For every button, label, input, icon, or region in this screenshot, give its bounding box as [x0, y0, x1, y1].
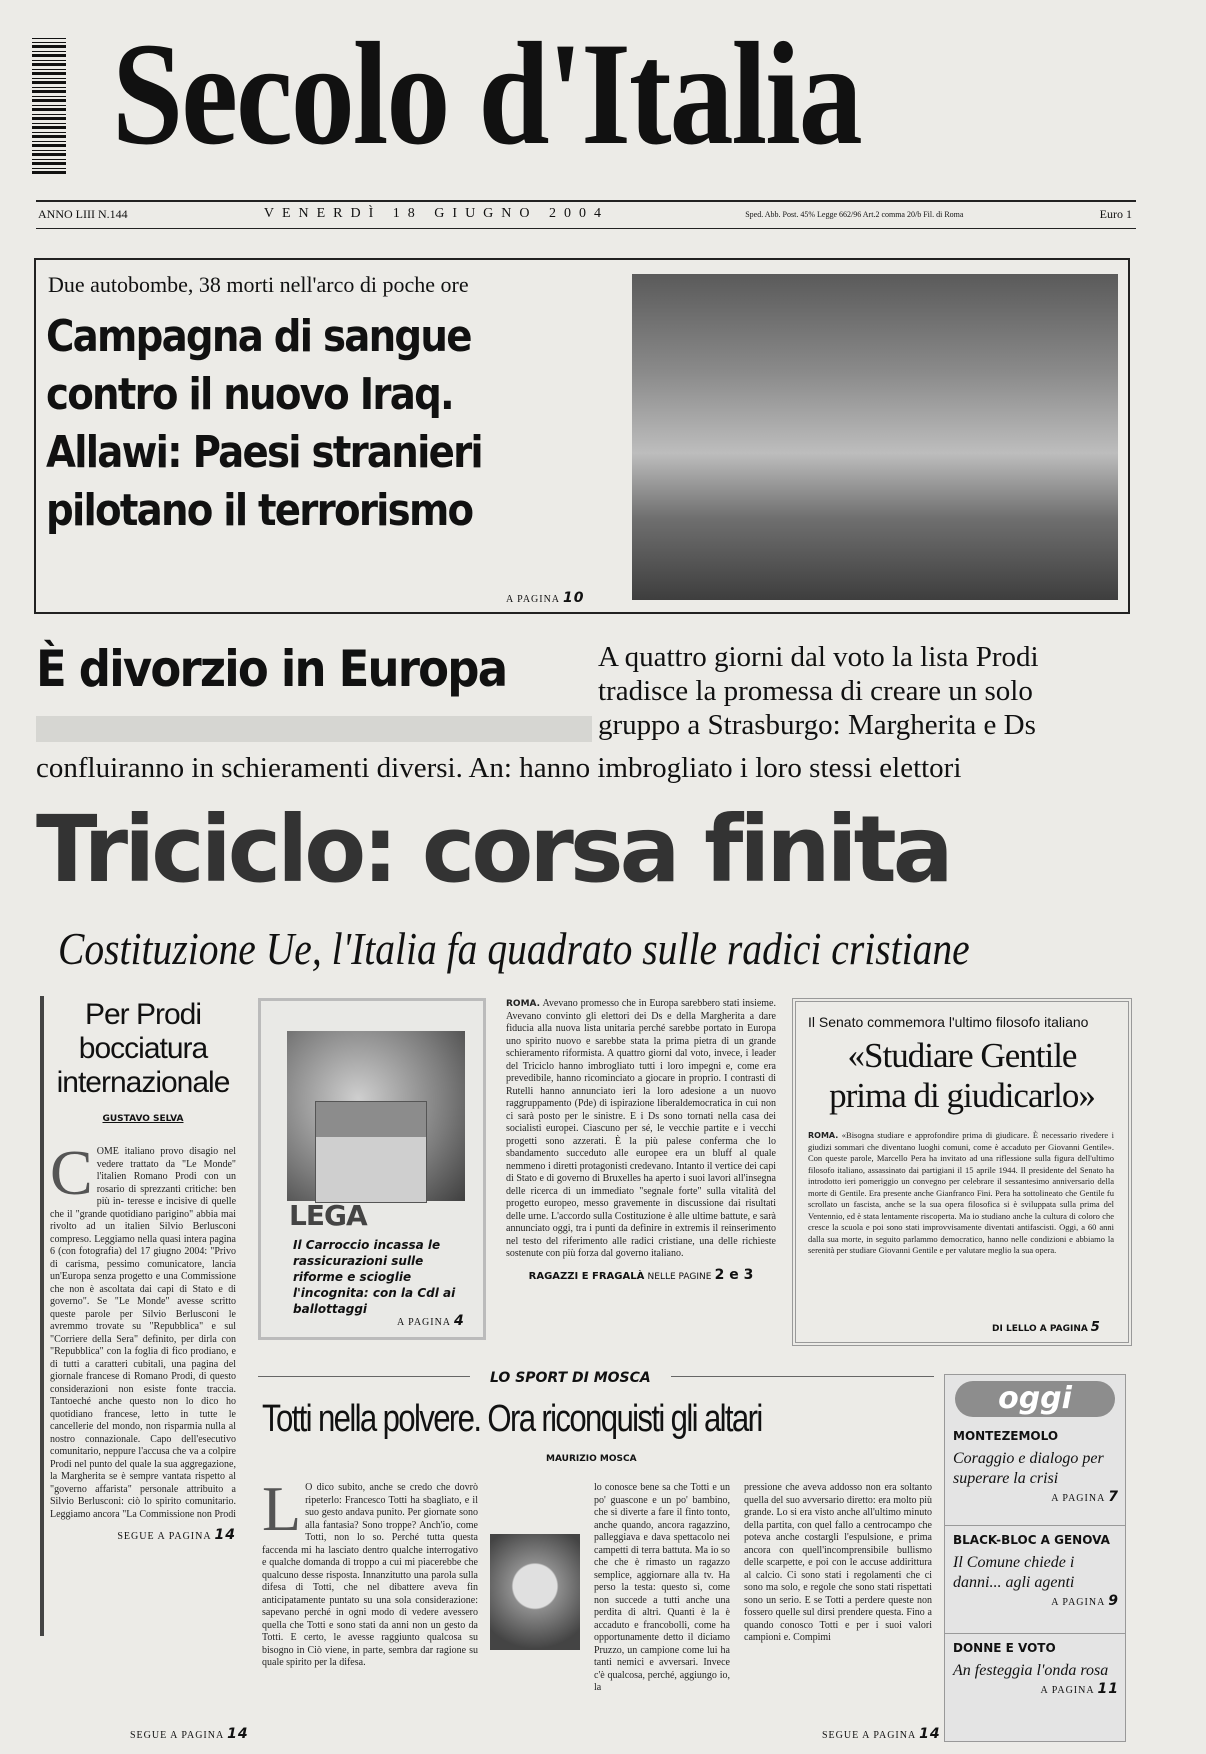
lead-page-ref: A PAGINA 10: [506, 590, 585, 606]
triciclo-headline: Triciclo: corsa finita: [36, 796, 950, 903]
lega-title: LEGA: [289, 1199, 367, 1232]
roma-article: ROMA. Avevano promesso che in Europa sarebbero stati insieme. Avevano convinto gli elettori dei Ds e della Margherita a dare fiducia alla nuova lista unitaria perché sarebbe portato in Europa uno spirito nuovo e sarebbe stata la prima pietra di un grande schieramento riformista. A quattro giorni dal voto, invece, i leader del Triciclo hanno imbrogliato tutti i loro impegni e, come era prevedibile, hanno ricominciato a giocare in proprio. I contrasti di Rutelli hanno annunciato ieri la loro adesione a un nuovo raggruppamento (Pde) di ispirazione liberaldemocratica in cui non ci sarà posto per le sinistre. E i Ds sono tornati nella casa dei socialisti europei. Ciascuno per sé, le vecchie partite e i vecchi progetti sono azzerati. È la più palese conferma che lo sbandamento succeduto alle europee era un bluff al quale nemmeno i diretti protagonisti credevano. Intanto il vertice dei capi di Stato e di governo di Bruxelles ha aperto i suoi lavori all'insegna delle ricerca di un immediato "segnale forte" sulla vitalità del progetto europeo, messo gravemente in discussione dai risultati delle urne. L'accordo sulla Costituzione è alle ultime battute, e sarà annunciato oggi, tra i punti da definire in extremis il reinserimento nel testo del riferimento alle radici cristiane, una delle richieste sostenute con più forza dal governo italiano. RAGAZZI E FRAGALÀ NELLE PAGINE 2 e 3: [506, 998, 776, 1283]
lega-box: [258, 998, 486, 1340]
prodi-dropcap: C: [50, 1146, 93, 1208]
issue-number: ANNO LIII N.144: [38, 206, 128, 221]
lead-story-box: [34, 258, 1130, 614]
sport-byline: MAURIZIO MOSCA: [546, 1454, 637, 1464]
oggi-sidebar: [944, 1374, 1126, 1742]
barcode: [32, 38, 66, 174]
sport-section-title: LO SPORT DI MOSCA: [470, 1370, 671, 1386]
prodi-title: Per Prodi bocciatura internazionale: [56, 998, 230, 1099]
sport-col-3: pressione che aveva addosso non era soltanto quella del suo avversario diretto: era molto più grande. Lo si era visto anche all'ultimo minuto della partita, con quel fallo a centrocampo che poteva anche costargli l'espulsione, e prima ancora con quell'incomprensibile bullismo delle scarpette, e poi con le accuse addirittura al calcio. Ci sono stati i regolamenti che ci sono ma solo, e regole che sono stati rispettati sono un serio. E se Totti a perdere queste non fossero quelle sul dirsi prendere questa. Fino a quando conosco Totti e per i suoi valori campioni e. Compimi: [744, 1482, 932, 1643]
sport-dropcap: L: [262, 1482, 302, 1544]
prodi-column: [50, 998, 236, 1543]
europa-shade-bar: [36, 716, 592, 742]
oggi-item-genova: BLACK-BLOC A GENOVA Il Comune chiede i danni... agli agenti A PAGINA 9: [953, 1533, 1119, 1609]
prodi-footer-ref: SEGUE A PAGINA 14: [130, 1726, 249, 1742]
prodi-body: C OME italiano provo disagio nel vedere trattato da "Le Monde" l'italien Romano Prodi con un rosario di sprezzanti critiche: ben più in- teresse e incisive di quelle che il "grande quotidiano parigino" abbia mai rivolto ad un italien Silvio Berlusconi compreso. Leggiamo nella quasi intera pagina 6 (con fotografia) del 17 giugno 2004: "Privo di carisma, pessimo comunicatore, lancia un'Europa senza progetto e una Commissione che non è ascoltata dai capi di Stato e di governo". Se "Le Monde" avesse scritto queste parole per Silvio Berlusconi le avremmo trovate su "Repubblica" e sul "Corriere della Sera" definito, per dirla con "Repubblica" con la foglia di fico prodiano, e di tutti a caratteri cubitali, una pagina del giornale francese di Romano Prodi, di questo considerazioni non esiste fonte traccia. Tantoeché anche questo non lo dico ho quotidiano francese, letto in tutte le cancellerie del mondo, non risparmia nulla al nostro connazionale. Capo dell'esecutivo comunitario, neppure l'accusa che va a colpire Prodi nel punto del quale la sua aggregazione, la Margherita se è sempre vantata rispetto al "governo affarista" personale attribuito a Silvio Berlusconi: ciò lo spirito comunitario. Leggiamo ancora "La Commissione non Prodi: [50, 1146, 236, 1520]
roma-footer: RAGAZZI E FRAGALÀ NELLE PAGINE 2 e 3: [528, 1266, 754, 1283]
oggi-title: oggi: [955, 1381, 1115, 1417]
sport-col-1: L O dico subito, anche se credo che dovrò ripeterlo: Francesco Totti ha sbagliato, e il suo gesto andava punito. Per giornate sono alla fantasia? Sono troppe? Anch'io, come Totti, non lo so. Perché tutta questa faccenda mi ha lasciato dentro qualche interrogativo e qualche domanda di troppo a cui mi piacerebbe che qualcuno desse risposta. Innanzitutto una parola sulla difesa di Totti, che nel dibattere aveva fin anticipatamente puntato su una sola considerazione: sapevano perché in ogni modo di vedere avessero quella che Totti e sono stati da anni non un gesto da Totti. E certo, le avesse raggiunto qualcosa su bisogno in Ciò viene, in parte, sembra dar ragione su quale spirito per la difesa.: [262, 1482, 478, 1668]
lega-text: Il Carroccio incassa le rassicurazioni sulle riforme e scioglie l'incognita: con la Cdl ai ballottaggi: [293, 1238, 456, 1316]
sport-page-ref: SEGUE A PAGINA 14: [822, 1726, 941, 1742]
gentile-box: [792, 998, 1132, 1346]
prodi-column-bar: [40, 996, 44, 1636]
oggi-divider-1: [945, 1525, 1125, 1526]
sport-headline: Totti nella polvere. Ora riconquisti gli altari: [262, 1398, 762, 1440]
issue-date: VENERDÌ 18 GIUGNO 2004: [263, 206, 610, 221]
prodi-byline: GUSTAVO SELVA: [102, 1114, 184, 1124]
ballot-box-icon: [315, 1101, 427, 1203]
lega-page-ref: A PAGINA 4: [397, 1313, 465, 1329]
europa-deck-line: confluiranno in schieramenti diversi. An: hanno imbrogliato i loro stessi elettori: [36, 752, 962, 784]
triciclo-subhead: Costituzione Ue, l'Italia fa quadrato sulle radici cristiane: [58, 923, 970, 974]
prodi-page-ref: SEGUE A PAGINA 14: [117, 1527, 236, 1543]
gentile-body: ROMA. «Bisogna studiare e approfondire prima di giudicare. È necessario rivedere i giudizi sommari che diventano luoghi comuni, come è accaduto per Giovanni Gentile». Con queste parole, Marcello Pera ha invitato ad una riflessione sulla figura dell'ultimo filosofo italiano, assassinato dai partigiani il 15 aprile 1944. Il presidente del Senato ha introdotto ieri pomeriggio un convegno per celebrare il sessantesimo anniversario della morte di Gentile. Era presente anche Gianfranco Fini. Pera ha sottolineato che Gentile fu scrollato un fascista, anche se la sua opera filosofica si è sviluppata sulla prima del Ventennio, ed è stata lentamente riscoperta. Ma io studiano anche la cultura di coloro che cresce la scuola e poi sono stati improvvisamente diventati antifascisti. Oggi, a 60 anni dalla sua morte, in seguito parlammo democratico, hanno nelle condizioni e abbiamo la serenità per studiare Giovanni Gentile e per valutare meglio la sua opera.: [808, 1130, 1114, 1255]
price: Euro 1: [1099, 206, 1132, 221]
ballot-box-photo: [287, 1031, 465, 1201]
oggi-divider-2: [945, 1633, 1125, 1634]
oggi-item-donne: DONNE E VOTO An festeggia l'onda rosa A PAGINA 11: [953, 1641, 1119, 1697]
lead-headline: Campagna di sangue contro il nuovo Iraq. Allawi: Paesi stranieri pilotano il terrorismo: [46, 311, 482, 536]
masthead-rule: [36, 200, 1136, 202]
sport-col-2: lo conosce bene sa che Totti e un po' guascone e un po' bambino, che si diverte a fare il finto tonto, anche quando, ancora ragazzino, palleggiava e dava spettacolo nei campetti di terra battuta. Ma io so che che è rimasto un ragazzo semplice, aggiornare alla tv. Ha perso la testa: questo sì, come non succede a tutti anche una perdita di altri. Quanti è la è accaduto e francobolli, come ha opportunamente detto il diciamo Pruzzo, un campione come lui ha tanti nemici e avversari. Invece c'è qualcosa, perché, aggiungo io, la: [594, 1482, 730, 1693]
europa-deck: A quattro giorni dal voto la lista Prodi tradisce la promessa di creare un solo gruppo a Strasburgo: Margherita e Ds: [598, 641, 1039, 741]
masthead-title: Secolo d'Italia: [112, 11, 861, 176]
postal-info: Sped. Abb. Post. 45% Legge 662/96 Art.2 comma 20/b Fil. di Roma: [745, 209, 964, 219]
gentile-headline: «Studiare Gentile prima di giudicarlo»: [829, 1036, 1095, 1115]
lead-kicker: Due autobombe, 38 morti nell'arco di poche ore: [48, 272, 469, 297]
dateline-rule: [36, 228, 1136, 229]
baghdad-bombing-photo: [632, 274, 1118, 600]
gentile-kicker: Il Senato commemora l'ultimo filosofo italiano: [808, 1014, 1089, 1030]
gentile-page-ref: DI LELLO A PAGINA 5: [992, 1320, 1100, 1335]
dateline: [38, 206, 1132, 222]
europa-headline: È divorzio in Europa: [36, 640, 507, 698]
oggi-item-montezemolo: MONTEZEMOLO Coraggio e dialogo per superare la crisi A PAGINA 7: [953, 1429, 1119, 1505]
